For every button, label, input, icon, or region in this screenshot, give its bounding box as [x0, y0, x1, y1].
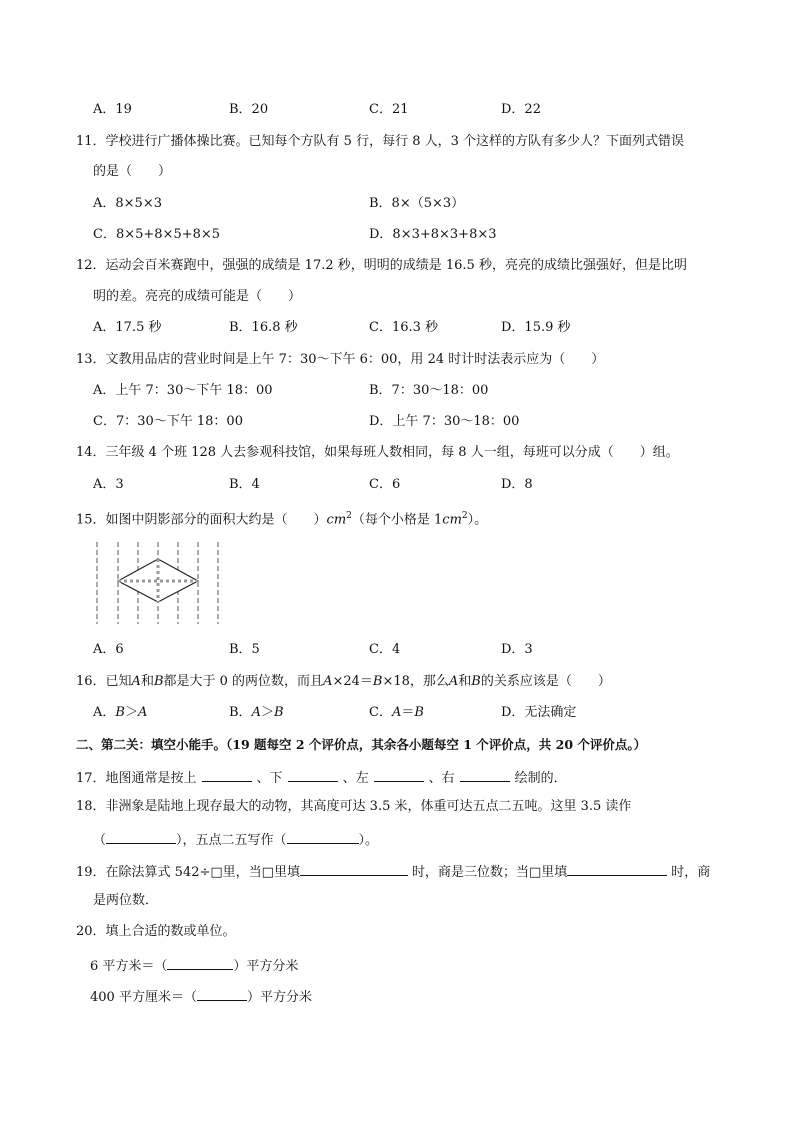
q20-row-2: [90, 986, 312, 1007]
q16-option-b-right: B: [273, 705, 284, 720]
q16-p6: 和: [458, 674, 472, 689]
q11-option-b: B．8×（5×3）: [369, 196, 465, 211]
q16-option-a: [93, 704, 147, 722]
q19-blank-2[interactable]: [567, 861, 667, 876]
q16-option-c: [369, 704, 424, 722]
q10-option-c: C．21: [369, 102, 409, 117]
q16-var-b-3: B: [471, 674, 481, 689]
q16-option-d: D．无法确定: [501, 705, 577, 720]
q17-text: [76, 767, 567, 788]
q17-t3: 、左: [342, 771, 369, 786]
q18-blank-1[interactable]: [106, 829, 176, 844]
q14-option-a: A．3: [93, 477, 124, 492]
q20-text: 20．填上合适的数或单位。: [76, 924, 236, 939]
q14-option-b: B．4: [229, 477, 260, 492]
q13-option-a: A．上午 7：30～下午 18：00: [93, 383, 273, 398]
q19-text-line2: 是两位数．: [93, 893, 159, 908]
q20-row-2-a: 400 平方厘米＝（: [90, 990, 197, 1005]
q17-t5: 绘制的．: [514, 771, 567, 786]
q16-p3: 都是大于 0 的两位数，而且: [163, 674, 324, 689]
q12-option-a: A．17.5 秒: [93, 320, 162, 335]
q15-option-a: A．6: [93, 642, 124, 657]
q16-p2: 和: [140, 674, 154, 689]
q11-option-d: D．8×3+8×3+8×3: [369, 227, 497, 242]
q18-blank-2[interactable]: [287, 829, 359, 844]
q17-blank-2[interactable]: [288, 767, 338, 782]
q15-text-pre: 15．如图中阴影部分的面积大约是（ ）: [76, 512, 327, 528]
q17-blank-4[interactable]: [460, 767, 510, 782]
q16-option-c-right: B: [414, 705, 424, 720]
q16-var-a-2: A: [323, 674, 333, 689]
q20-row-1-a: 6 平方米＝（: [90, 959, 168, 974]
q16-option-a-op: ＞: [124, 705, 138, 720]
q15-option-d: D．3: [501, 642, 533, 657]
q16-option-c-left: A: [391, 705, 402, 720]
q13-option-d: D．上午 7：30～18：00: [369, 414, 520, 429]
q15-option-c: C．4: [369, 642, 401, 657]
q16-p7: 的关系应该是（ ）: [480, 674, 611, 689]
q15-unit2: cm: [442, 512, 462, 528]
q19-t2: 时，商是三位数；当□里填: [411, 865, 568, 880]
q16-option-a-left: B: [115, 705, 125, 720]
q17-blank-3[interactable]: [374, 767, 424, 782]
q16-option-c-op: ＝: [401, 705, 415, 720]
q16-var-a-3: A: [448, 674, 459, 689]
q19-t3: 时，商: [671, 865, 711, 880]
q12-option-c: C．16.3 秒: [369, 320, 439, 335]
q16-var-a: A: [131, 674, 141, 689]
q18-l2a: （: [93, 833, 107, 848]
q12-text-line1: 12．运动会百米赛跑中，强强的成绩是 17.2 秒，明明的成绩是 16.5 秒，亮亮的成绩比强强好，但是比明: [76, 258, 687, 273]
q15-unit2-sup: 2: [461, 511, 468, 521]
q16-text: [76, 673, 611, 691]
q13-option-b: B．7：30～18：00: [369, 383, 489, 398]
q16-p4: ×24＝: [332, 674, 373, 689]
q14-option-d: D．8: [501, 477, 533, 492]
q18-text-line2: [93, 829, 378, 850]
q11-option-c: C．8×5+8×5+8×5: [93, 227, 221, 242]
q16-var-b: B: [153, 674, 164, 689]
q11-option-a: A．8×5×3: [93, 196, 162, 211]
q10-option-a: A．19: [93, 102, 132, 117]
q20-blank-2[interactable]: [197, 986, 247, 1001]
q18-l2c: ）。: [358, 833, 379, 848]
q16-option-b-label: B．: [229, 705, 252, 720]
q15-rhombus-figure: [90, 538, 230, 628]
q20-row-2-b: ）平方分米: [246, 990, 312, 1005]
q14-text: 14．三年级 4 个班 128 人去参观科技馆，如果每班人数相同，每 8 人一组，每班可以分成（ ）组。: [76, 445, 679, 460]
q10-option-b: B．20: [229, 102, 269, 117]
q16-option-a-right: A: [137, 705, 148, 720]
q15-text: [76, 507, 487, 529]
q15-option-b: B．5: [229, 642, 260, 657]
section-2-heading: 二、第二关：填空小能手。（19 题每空 2 个评价点，其余各小题每空 1 个评价点，共 20 个评价点。）: [76, 737, 647, 752]
q20-row-1: [90, 955, 298, 976]
q19-t1: 19．在除法算式 542÷□里，当□里填: [76, 865, 300, 880]
q15-text-mid: （每个小格是 1: [351, 512, 443, 528]
q20-blank-1[interactable]: [167, 955, 233, 970]
q12-text-line2: 明的差。亮亮的成绩可能是（ ）: [93, 289, 302, 304]
q16-var-b-2: B: [372, 674, 383, 689]
q17-t2: 、下: [256, 771, 283, 786]
q20-row-1-b: ）平方分米: [233, 959, 299, 974]
q16-option-a-label: A．: [93, 705, 116, 720]
q16-option-b-left: A: [251, 705, 261, 720]
q16-option-c-label: C．: [369, 705, 392, 720]
q11-text-line1: 11．学校进行广播体操比赛。已知每个方队有 5 行，每行 8 人，3 个这样的方队有多少人？下面列式错误: [76, 134, 685, 149]
q15-text-post: ）。: [467, 512, 488, 528]
q11-text-line2: 的是（ ）: [93, 164, 172, 179]
q14-option-c: C．6: [369, 477, 401, 492]
q12-option-d: D．15.9 秒: [501, 320, 571, 335]
q15-unit-sup: 2: [346, 511, 352, 521]
q17-t1: 17．地图通常是按上: [76, 771, 197, 786]
q17-blank-1[interactable]: [202, 767, 252, 782]
q19-text-line1: [76, 861, 710, 882]
q10-option-d: D．22: [501, 102, 541, 117]
q18-text-line1: 18．非洲象是陆地上现存最大的动物，其高度可达 3.5 米，体重可达五点二五吨。这里 3.5 读作: [76, 799, 632, 814]
q17-t4: 、右: [428, 771, 455, 786]
q18-l2b: ），五点二五写作（: [176, 833, 287, 848]
q16-option-b: [229, 704, 284, 722]
q12-option-b: B．16.8 秒: [229, 320, 298, 335]
q16-option-b-op: ＞: [260, 705, 274, 720]
q19-blank-1[interactable]: [300, 861, 408, 876]
q16-p1: 16．已知: [76, 674, 132, 689]
q13-text: 13．文教用品店的营业时间是上午 7：30～下午 6：00，用 24 时计时法表示应为（ ）: [76, 352, 605, 367]
q16-p5: ×18，那么: [382, 674, 449, 689]
q15-unit: cm: [326, 512, 347, 528]
q13-option-c: C．7：30～下午 18：00: [93, 414, 243, 429]
